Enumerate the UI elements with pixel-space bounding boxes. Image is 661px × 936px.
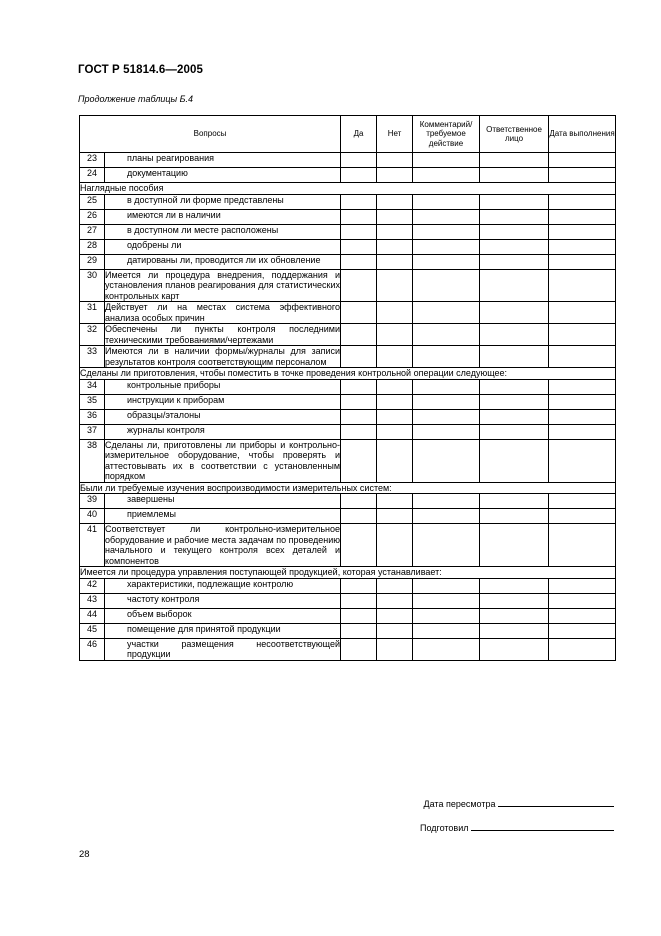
question-text: приемлемы — [105, 509, 341, 524]
review-date-label: Дата пересмотра — [423, 799, 496, 809]
row-number: 35 — [80, 394, 105, 409]
due-date-cell[interactable] — [549, 379, 616, 394]
section-heading: Имеется ли процедура управления поступающей продукцией, которая устанавливает: — [80, 567, 616, 579]
responsible-cell[interactable] — [480, 379, 549, 394]
no-cell[interactable] — [377, 409, 413, 424]
question-text: в доступной ли форме представлены — [105, 194, 341, 209]
row-number: 44 — [80, 608, 105, 623]
question-text: инструкции к приборам — [105, 394, 341, 409]
row-number: 28 — [80, 239, 105, 254]
comment-cell[interactable] — [413, 302, 480, 324]
responsible-cell[interactable] — [480, 509, 549, 524]
responsible-cell[interactable] — [480, 623, 549, 638]
due-date-cell[interactable] — [549, 424, 616, 439]
table-caption: Продолжение таблицы Б.4 — [78, 94, 194, 104]
table-row — [80, 638, 616, 660]
no-cell[interactable] — [377, 239, 413, 254]
responsible-cell[interactable] — [480, 302, 549, 324]
yes-cell[interactable] — [341, 593, 377, 608]
table-row — [80, 153, 616, 168]
table-row — [80, 623, 616, 638]
no-cell[interactable] — [377, 269, 413, 302]
row-number: 34 — [80, 379, 105, 394]
due-date-cell[interactable] — [549, 623, 616, 638]
due-date-cell[interactable] — [549, 409, 616, 424]
review-date-blank — [498, 806, 614, 807]
responsible-cell[interactable] — [480, 494, 549, 509]
question-text: образцы/эталоны — [105, 409, 341, 424]
question-text: частоту контроля — [105, 593, 341, 608]
no-cell[interactable] — [377, 302, 413, 324]
question-text: Обеспечены ли пункты контроля последними техническими требованиями/чертежами — [105, 324, 341, 345]
row-number: 30 — [80, 269, 105, 302]
column-header-no: Нет — [377, 116, 413, 153]
yes-cell[interactable] — [341, 269, 377, 302]
no-cell[interactable] — [377, 593, 413, 608]
row-number: 43 — [80, 593, 105, 608]
table-row — [80, 593, 616, 608]
yes-cell[interactable] — [341, 324, 377, 346]
responsible-cell[interactable] — [480, 224, 549, 239]
yes-cell[interactable] — [341, 153, 377, 168]
row-number: 37 — [80, 424, 105, 439]
question-text: объем выборок — [105, 608, 341, 623]
due-date-cell[interactable] — [549, 324, 616, 346]
comment-cell[interactable] — [413, 424, 480, 439]
row-number: 27 — [80, 224, 105, 239]
comment-cell[interactable] — [413, 494, 480, 509]
responsible-cell[interactable] — [480, 608, 549, 623]
question-text: датированы ли, проводится ли их обновление — [105, 254, 341, 269]
row-number: 41 — [80, 524, 105, 567]
row-number: 46 — [80, 638, 105, 660]
due-date-cell[interactable] — [549, 494, 616, 509]
row-number: 24 — [80, 168, 105, 183]
comment-cell[interactable] — [413, 394, 480, 409]
table-row — [80, 379, 616, 394]
due-date-cell[interactable] — [549, 509, 616, 524]
question-text: имеются ли в наличии — [105, 209, 341, 224]
due-date-cell[interactable] — [549, 578, 616, 593]
comment-cell[interactable] — [413, 524, 480, 567]
responsible-cell[interactable] — [480, 269, 549, 302]
comment-cell[interactable] — [413, 324, 480, 346]
table-row — [80, 269, 616, 302]
yes-cell[interactable] — [341, 346, 377, 368]
no-cell[interactable] — [377, 194, 413, 209]
yes-cell[interactable] — [341, 638, 377, 660]
row-number: 31 — [80, 302, 105, 324]
responsible-cell[interactable] — [480, 638, 549, 660]
row-number: 23 — [80, 153, 105, 168]
yes-cell[interactable] — [341, 394, 377, 409]
due-date-cell[interactable] — [549, 524, 616, 567]
due-date-cell[interactable] — [549, 593, 616, 608]
table-row — [80, 194, 616, 209]
question-text: одобрены ли — [105, 239, 341, 254]
no-cell[interactable] — [377, 394, 413, 409]
row-number: 38 — [80, 439, 105, 482]
comment-cell[interactable] — [413, 593, 480, 608]
yes-cell[interactable] — [341, 578, 377, 593]
yes-cell[interactable] — [341, 509, 377, 524]
due-date-cell[interactable] — [549, 239, 616, 254]
responsible-cell[interactable] — [480, 578, 549, 593]
row-number: 45 — [80, 623, 105, 638]
yes-cell[interactable] — [341, 608, 377, 623]
yes-cell[interactable] — [341, 623, 377, 638]
question-text: Сделаны ли, приготовлены ли приборы и контрольно-измерительное оборудование, чтобы проверять и аттестовывать их в соответствии с установленным порядком — [105, 439, 341, 481]
table-row — [80, 494, 616, 509]
row-number: 39 — [80, 494, 105, 509]
question-text: помещение для принятой продукции — [105, 623, 341, 638]
question-text: завершены — [105, 494, 341, 509]
no-cell[interactable] — [377, 623, 413, 638]
comment-cell[interactable] — [413, 168, 480, 183]
table-section-row — [80, 183, 616, 195]
row-number: 33 — [80, 346, 105, 368]
table-row — [80, 524, 616, 567]
row-number: 26 — [80, 209, 105, 224]
column-header-comment: Комментарий/ требуемое действие — [413, 116, 480, 153]
table-row — [80, 424, 616, 439]
table-row — [80, 239, 616, 254]
question-text: участки размещения несоответствующей продукции — [105, 638, 341, 660]
table-section-row — [80, 482, 616, 494]
responsible-cell[interactable] — [480, 254, 549, 269]
yes-cell[interactable] — [341, 224, 377, 239]
table-row — [80, 254, 616, 269]
question-text: Имеется ли процедура внедрения, поддержания и установления планов реагирования для статистических контрольных карт — [105, 269, 341, 301]
responsible-cell[interactable] — [480, 424, 549, 439]
question-text: в доступном ли месте расположены — [105, 224, 341, 239]
comment-cell[interactable] — [413, 194, 480, 209]
table-row — [80, 439, 616, 482]
question-text: Соответствует ли контрольно-измерительное оборудование и рабочие места задачам по проведению начального и текущего контроля всех деталей и компонентов — [105, 524, 341, 566]
question-text: контрольные приборы — [105, 379, 341, 394]
comment-cell[interactable] — [413, 409, 480, 424]
question-text: документацию — [105, 168, 341, 183]
due-date-cell[interactable] — [549, 638, 616, 660]
no-cell[interactable] — [377, 638, 413, 660]
comment-cell[interactable] — [413, 153, 480, 168]
due-date-cell[interactable] — [549, 209, 616, 224]
comment-cell[interactable] — [413, 379, 480, 394]
review-date-line — [424, 799, 614, 809]
responsible-cell[interactable] — [480, 439, 549, 482]
comment-cell[interactable] — [413, 623, 480, 638]
comment-cell[interactable] — [413, 608, 480, 623]
comment-cell[interactable] — [413, 254, 480, 269]
question-text: характеристики, подлежащие контролю — [105, 578, 341, 593]
comment-cell[interactable] — [413, 224, 480, 239]
yes-cell[interactable] — [341, 194, 377, 209]
column-header-responsible: Ответственное лицо — [480, 116, 549, 153]
due-date-cell[interactable] — [549, 168, 616, 183]
no-cell[interactable] — [377, 254, 413, 269]
yes-cell[interactable] — [341, 209, 377, 224]
no-cell[interactable] — [377, 168, 413, 183]
table-section-row — [80, 368, 616, 380]
no-cell[interactable] — [377, 608, 413, 623]
questions-table — [79, 115, 616, 661]
due-date-cell[interactable] — [549, 346, 616, 368]
table-row — [80, 302, 616, 324]
responsible-cell[interactable] — [480, 394, 549, 409]
yes-cell[interactable] — [341, 379, 377, 394]
comment-cell[interactable] — [413, 578, 480, 593]
row-number: 32 — [80, 324, 105, 346]
row-number: 29 — [80, 254, 105, 269]
due-date-cell[interactable] — [549, 608, 616, 623]
responsible-cell[interactable] — [480, 409, 549, 424]
comment-cell[interactable] — [413, 269, 480, 302]
due-date-cell[interactable] — [549, 394, 616, 409]
yes-cell[interactable] — [341, 524, 377, 567]
column-header-questions: Вопросы — [80, 116, 341, 153]
due-date-cell[interactable] — [549, 269, 616, 302]
responsible-cell[interactable] — [480, 168, 549, 183]
table-row — [80, 394, 616, 409]
no-cell[interactable] — [377, 153, 413, 168]
no-cell[interactable] — [377, 439, 413, 482]
no-cell[interactable] — [377, 524, 413, 567]
table-body — [80, 153, 616, 661]
responsible-cell[interactable] — [480, 209, 549, 224]
question-text: Имеются ли в наличии формы/журналы для записи результатов контроля соответствующим персоналом — [105, 346, 341, 367]
table-section-row — [80, 567, 616, 579]
responsible-cell[interactable] — [480, 346, 549, 368]
due-date-cell[interactable] — [549, 439, 616, 482]
comment-cell[interactable] — [413, 239, 480, 254]
no-cell[interactable] — [377, 224, 413, 239]
responsible-cell[interactable] — [480, 239, 549, 254]
no-cell[interactable] — [377, 209, 413, 224]
section-heading: Наглядные пособия — [80, 183, 616, 195]
row-number: 36 — [80, 409, 105, 424]
table-row — [80, 509, 616, 524]
due-date-cell[interactable] — [549, 224, 616, 239]
table-row — [80, 608, 616, 623]
no-cell[interactable] — [377, 324, 413, 346]
no-cell[interactable] — [377, 346, 413, 368]
row-number: 25 — [80, 194, 105, 209]
question-text: планы реагирования — [105, 153, 341, 168]
prepared-by-blank — [471, 830, 614, 831]
yes-cell[interactable] — [341, 239, 377, 254]
no-cell[interactable] — [377, 379, 413, 394]
due-date-cell[interactable] — [549, 302, 616, 324]
table-row — [80, 346, 616, 368]
table-row — [80, 209, 616, 224]
comment-cell[interactable] — [413, 439, 480, 482]
no-cell[interactable] — [377, 578, 413, 593]
comment-cell[interactable] — [413, 209, 480, 224]
responsible-cell[interactable] — [480, 524, 549, 567]
due-date-cell[interactable] — [549, 194, 616, 209]
comment-cell[interactable] — [413, 638, 480, 660]
section-heading: Были ли требуемые изучения воспроизводимости измерительных систем: — [80, 482, 616, 494]
column-header-due-date: Дата выполнения — [549, 116, 616, 153]
question-text: журналы контроля — [105, 424, 341, 439]
column-header-yes: Да — [341, 116, 377, 153]
table-row — [80, 324, 616, 346]
section-heading: Сделаны ли приготовления, чтобы поместить в точке проведения контрольной операции следующее: — [80, 368, 616, 380]
table-row — [80, 578, 616, 593]
yes-cell[interactable] — [341, 494, 377, 509]
comment-cell[interactable] — [413, 509, 480, 524]
prepared-by-label: Подготовил — [419, 823, 469, 833]
table-row — [80, 224, 616, 239]
responsible-cell[interactable] — [480, 593, 549, 608]
table-row — [80, 168, 616, 183]
no-cell[interactable] — [377, 509, 413, 524]
row-number: 42 — [80, 578, 105, 593]
row-number: 40 — [80, 509, 105, 524]
due-date-cell[interactable] — [549, 254, 616, 269]
responsible-cell[interactable] — [480, 194, 549, 209]
yes-cell[interactable] — [341, 424, 377, 439]
prepared-by-line — [420, 823, 614, 833]
no-cell[interactable] — [377, 424, 413, 439]
yes-cell[interactable] — [341, 409, 377, 424]
table-header-row — [80, 116, 616, 153]
table-row — [80, 409, 616, 424]
comment-cell[interactable] — [413, 346, 480, 368]
document-title: ГОСТ Р 51814.6—2005 — [78, 64, 203, 76]
responsible-cell[interactable] — [480, 153, 549, 168]
page-number: 28 — [79, 849, 90, 860]
yes-cell[interactable] — [341, 302, 377, 324]
responsible-cell[interactable] — [480, 324, 549, 346]
due-date-cell[interactable] — [549, 153, 616, 168]
question-text: Действует ли на местах система эффективного анализа особых причин — [105, 302, 341, 323]
no-cell[interactable] — [377, 494, 413, 509]
yes-cell[interactable] — [341, 254, 377, 269]
yes-cell[interactable] — [341, 439, 377, 482]
yes-cell[interactable] — [341, 168, 377, 183]
